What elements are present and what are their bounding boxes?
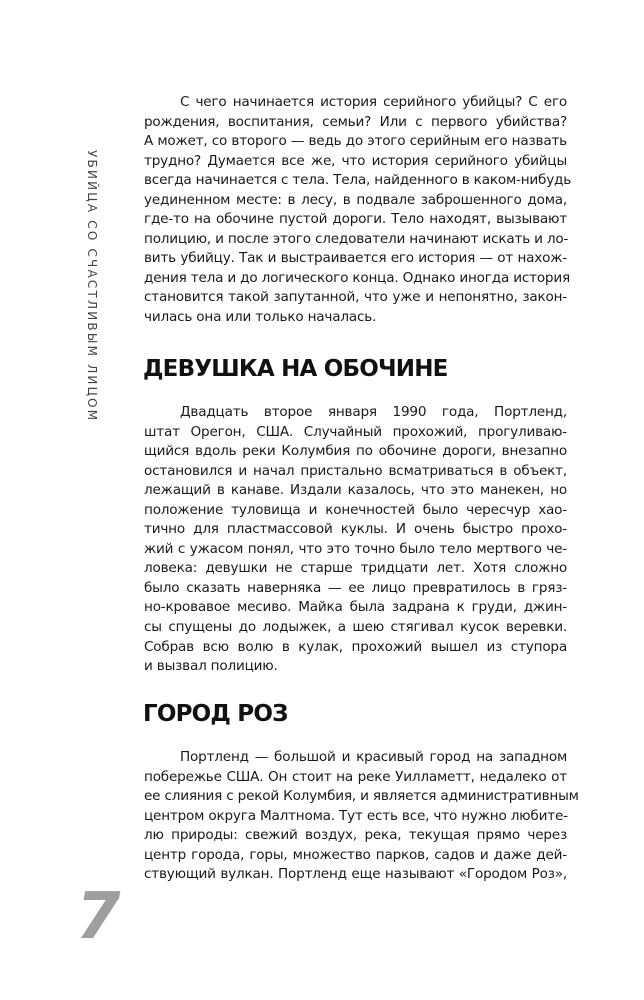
text-line: С чего начинается история серийного убийцы? С его xyxy=(180,94,567,110)
text-line: трудно? Думается все же, что история серийного убийцы xyxy=(144,152,567,169)
text-line: Двадцать второе января 1990 года, Портленд, xyxy=(180,404,567,420)
text-line: ствующий вулкан. Портленд еще называют «Городом Роз», xyxy=(144,866,567,883)
text-line: полицию, и после этого следователи начинают искать и ло- xyxy=(144,230,569,247)
text-line: где-то на обочине пустой дороги. Тело находят, вызывают xyxy=(144,211,567,228)
text-line: штат Орегон, США. Случайный прохожий, прогуливаю- xyxy=(144,423,567,440)
text-line: щийся вдоль реки Колумбия по обочине дороги, внезапно xyxy=(144,443,567,460)
section-heading-city-of-roses: ГОРОД РОЗ xyxy=(143,701,288,727)
running-header: УБИЙЦА СО СЧАСТЛИВЫМ ЛИЦОМ xyxy=(85,150,99,423)
section2-paragraph xyxy=(144,748,579,885)
text-line: но-кровавое месиво. Майка была задрана к груди, джин- xyxy=(144,599,567,616)
text-line: остановился и начал пристально всматриваться в объект, xyxy=(144,462,567,479)
text-line: дения тела и до логического конца. Однако иногда история xyxy=(144,269,570,286)
text-line: Портленд — большой и красивый город на западном xyxy=(180,749,567,765)
text-line: всегда начинается с тела. Тела, найденного в каком-нибудь xyxy=(144,172,572,189)
text-line: ее слияния с рекой Колумбия, и является административным xyxy=(144,788,579,805)
text-line: Собрав всю волю в кулак, прохожий вышел из ступора xyxy=(144,638,567,655)
text-line: положение туловища и конечностей было чересчур хао- xyxy=(144,501,567,518)
text-line: побережье США. Он стоит на реке Уилламетт, недалеко от xyxy=(144,768,567,785)
text-line: рождения, воспитания, семьи? Или с первого убийства? xyxy=(144,113,567,130)
text-line: сы спущены до лодыжек, а шею стягивал кусок веревки. xyxy=(144,619,567,636)
text-line: вить убийцу. Так и выстраивается его история — от нахож- xyxy=(144,250,567,267)
text-line: и вызвал полицию. xyxy=(144,658,278,675)
text-line: лежащий в канаве. Издали казалось, что это манекен, но xyxy=(144,482,567,499)
text-line: было сказать наверняка — ее лицо превратилось в гряз- xyxy=(144,579,567,596)
text-line: чилась она или только началась. xyxy=(144,309,377,326)
text-line: центром округа Малтнома. Тут есть все, что нужно любите- xyxy=(144,807,568,824)
text-line: тично для пластмассовой куклы. И очень быстро прохо- xyxy=(144,521,567,538)
text-line: центр города, горы, множество парков, садов и даже дей- xyxy=(144,846,567,863)
text-line: А может, со второго — ведь до этого серийным его назвать xyxy=(144,133,567,150)
section1-paragraph xyxy=(144,403,567,677)
text-line: становится такой запутанной, что уже и непонятно, закон- xyxy=(144,289,567,306)
section-heading-roadside-girl: ДЕВУШКА НА ОБОЧИНЕ xyxy=(143,356,448,382)
text-line: ловека: девушки не старше тридцати лет. Хотя сложно xyxy=(144,560,567,577)
text-line: жий с ужасом понял, что это точно было тело мертвого че- xyxy=(144,540,567,557)
page-number: 7 xyxy=(76,880,121,954)
intro-paragraph xyxy=(144,93,572,328)
text-line: лю природы: свежий воздух, река, текущая прямо через xyxy=(144,827,567,844)
text-line: уединенном месте: в лесу, в подвале заброшенного дома, xyxy=(144,191,567,208)
